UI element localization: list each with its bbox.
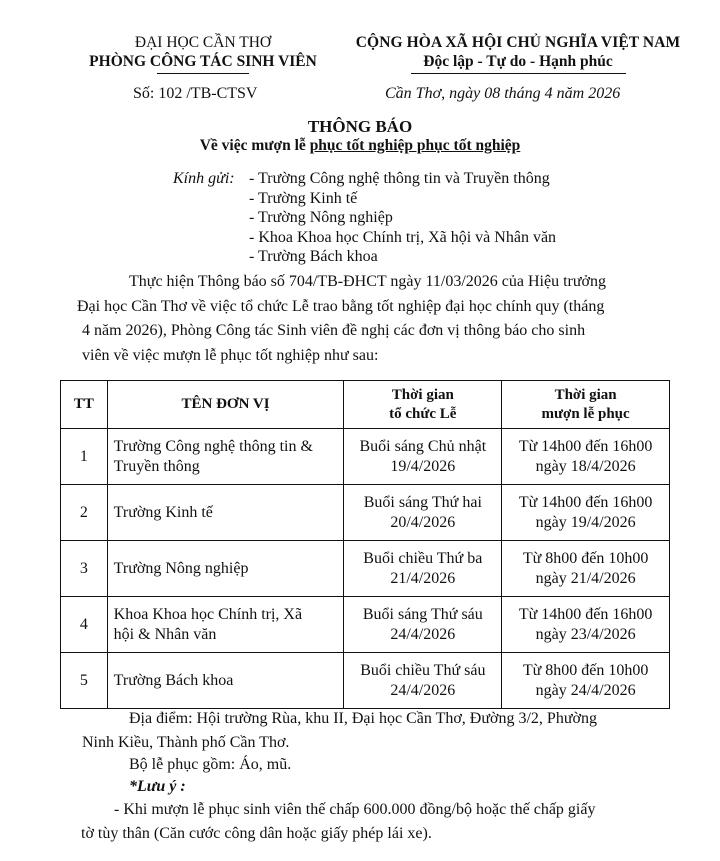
location-paragraph <box>82 707 688 755</box>
unit-name: Trường Nông nghiệp <box>107 541 344 597</box>
table-row <box>61 653 670 709</box>
unit-name: Trường Bách khoa <box>107 653 344 709</box>
table-row <box>61 429 670 485</box>
recipients-label: Kính gửi: <box>173 170 235 187</box>
row-number: 4 <box>61 597 108 653</box>
national-heading <box>318 33 718 74</box>
note-line: tờ tùy thân (Căn cước công dân hoặc giấy phép lái xe). <box>81 825 432 842</box>
row-number: 5 <box>61 653 108 709</box>
unit-name: Trường Công nghệ thông tin & Truyền thông <box>107 429 344 485</box>
issuer-underline <box>157 73 249 74</box>
issuer-block <box>68 33 338 74</box>
row-number: 3 <box>61 541 108 597</box>
motto-underline <box>411 73 626 74</box>
gown-set-line: Bộ lễ phục gồm: Áo, mũ. <box>129 756 292 773</box>
borrow-time: Từ 14h00 đến 16h00 ngày 23/4/2026 <box>502 597 670 653</box>
document-title: THÔNG BÁO <box>307 117 413 136</box>
borrow-time: Từ 8h00 đến 10h00 ngày 24/4/2026 <box>502 653 670 709</box>
unit-name: Trường Kinh tế <box>107 485 344 541</box>
borrow-time: Từ 8h00 đến 10h00 ngày 21/4/2026 <box>502 541 670 597</box>
note-line: - Khi mượn lễ phục sinh viên thế chấp 600.000 đồng/bộ hoặc thế chấp giấy <box>114 801 596 818</box>
recipients-block <box>173 169 556 267</box>
intro-line: 4 năm 2026), Phòng Công tác Sinh viên đề nghị các đơn vị thông báo cho sinh <box>82 322 586 339</box>
recipient-item: - Khoa Khoa học Chính trị, Xã hội và Nhân văn <box>249 228 557 246</box>
recipient-item: - Trường Nông nghiệp <box>249 209 393 226</box>
intro-paragraph <box>77 270 688 368</box>
recipient-item: - Trường Bách khoa <box>249 248 378 265</box>
intro-line: viên về việc mượn lễ phục tốt nghiệp như sau: <box>82 346 379 364</box>
location-line: Địa điểm: Hội trường Rùa, khu II, Đại học Cần Thơ, Đường 3/2, Phường <box>129 710 597 727</box>
header-unit-name: TÊN ĐƠN VỊ <box>107 381 344 429</box>
schedule-table <box>60 380 670 709</box>
row-number: 2 <box>61 485 108 541</box>
header-tt: TT <box>61 381 108 429</box>
event-time: Buổi chiều Thứ ba 21/4/2026 <box>344 541 502 597</box>
intro-line: Đại học Cần Thơ về việc tổ chức Lễ trao bằng tốt nghiệp đại học chính quy (tháng <box>77 297 605 315</box>
unit-name: Khoa Khoa học Chính trị, Xã hội & Nhân văn <box>107 597 344 653</box>
national-motto: Độc lập - Tự do - Hạnh phúc <box>423 53 613 70</box>
recipient-item: - Trường Kinh tế <box>249 189 358 207</box>
table-row <box>61 597 670 653</box>
borrow-time: Từ 14h00 đến 16h00 ngày 19/4/2026 <box>502 485 670 541</box>
location-line: Ninh Kiều, Thành phố Cần Thơ. <box>82 734 290 751</box>
table-row <box>61 541 670 597</box>
nation-name: CỘNG HÒA XÃ HỘI CHỦ NGHĨA VIỆT NAM <box>355 34 681 51</box>
department-name: PHÒNG CÔNG TÁC SINH VIÊN <box>89 53 317 70</box>
subject-underlined: phục tốt nghiệp phục tốt nghiệp <box>309 137 521 154</box>
header-event-time: Thời gian tổ chức Lễ <box>344 381 502 429</box>
subject-prefix: Về việc mượn lễ <box>199 137 310 154</box>
event-time: Buổi chiều Thứ sáu 24/4/2026 <box>344 653 502 709</box>
header-borrow-time: Thời gian mượn lễ phục <box>502 381 670 429</box>
note-heading: *Lưu ý : <box>129 778 186 795</box>
university-name: ĐẠI HỌC CẦN THƠ <box>134 34 272 51</box>
recipient-item: - Trường Công nghệ thông tin và Truyền thông <box>249 170 550 187</box>
document-date: Cần Thơ, ngày 08 tháng 4 năm 2026 <box>385 85 621 102</box>
event-time: Buổi sáng Thứ hai 20/4/2026 <box>344 485 502 541</box>
event-time: Buổi sáng Chủ nhật 19/4/2026 <box>344 429 502 485</box>
document-number: Số: 102 /TB-CTSV <box>133 85 258 102</box>
table-row <box>61 485 670 541</box>
borrow-time: Từ 14h00 đến 16h00 ngày 18/4/2026 <box>502 429 670 485</box>
table-header-row <box>61 381 670 429</box>
note-paragraph <box>81 798 689 846</box>
row-number: 1 <box>61 429 108 485</box>
intro-line: Thực hiện Thông báo số 704/TB-ĐHCT ngày 11/03/2026 của Hiệu trưởng <box>129 273 606 290</box>
event-time: Buổi sáng Thứ sáu 24/4/2026 <box>344 597 502 653</box>
document-subject <box>0 137 720 155</box>
